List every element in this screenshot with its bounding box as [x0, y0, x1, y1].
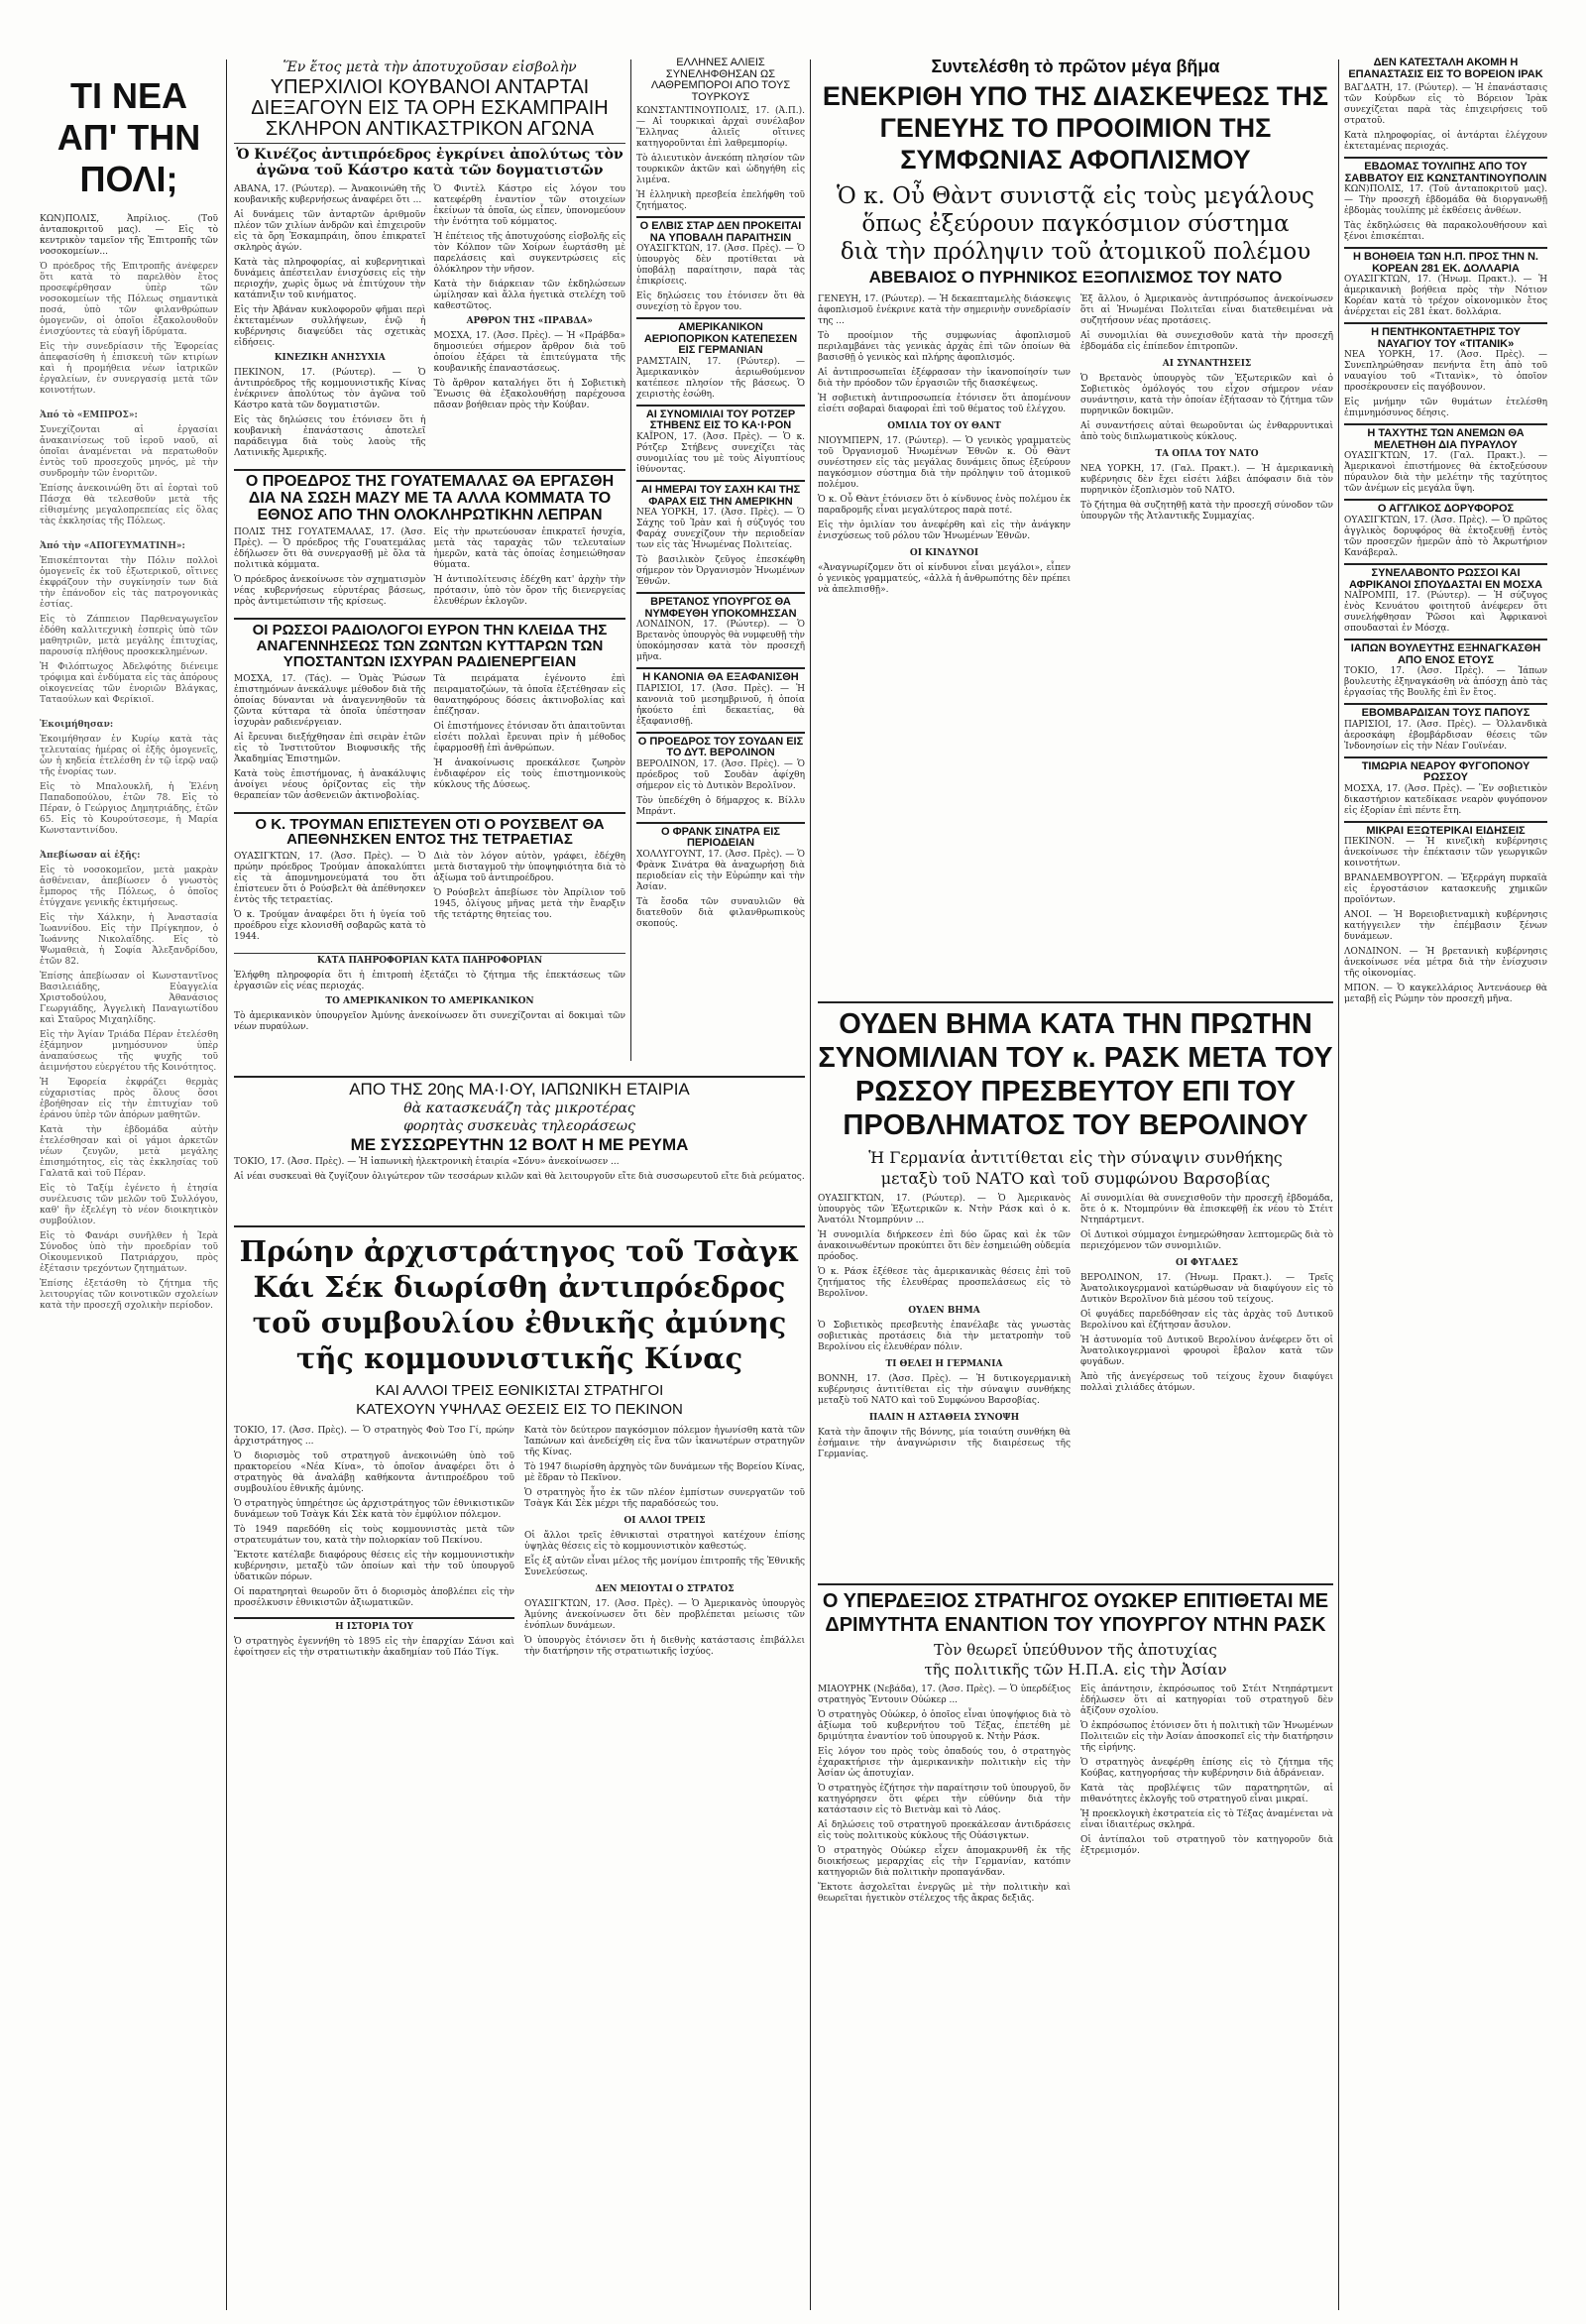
headline-truman: Ο Κ. ΤΡΟΥΜΑΝ ΕΠΙΣΤΕΥΕΝ ΟΤΙ Ο ΡΟΥΣΒΕΛΤ ΘΑ ΑΠΕΘΝΗΣΚΕΝ ΕΝΤΟΣ ΤΗΣ ΤΕΤΡΑΕΤΙΑΣ	[255, 815, 605, 849]
geneva-subhead-3: ΟΙ ΚΙΝΔΥΝΟΙ	[909, 547, 979, 558]
banner-headline: ΤΙ ΝΕΑ ΑΠ' ΤΗΝ ΠΟΛΙ;	[57, 75, 201, 199]
headline-rusk: ΟΥΔΕΝ ΒΗΜΑ ΚΑΤΑ ΤΗΝ ΠΡΩΤΗΝ ΣΥΝΟΜΙΛΙΑΝ ΤΟΥ κ. ΡΑΣΚ ΜΕΤΑ ΤΟΥ ΡΩΣΣΟΥ ΠΡΕΣΒΕΥΤΟΥ ΕΠΙ ΤΟΥ ΠΡΟΒΛΗΜΑΤΟΣ ΤΟΥ ΒΕΡΟΛΙΝΟΥ	[818, 1008, 1333, 1141]
subheadline-cuba: Ὁ Κινέζος ἀντιπρόεδρος ἐγκρίνει ἀπολύτως τὸν ἀγῶνα τοῦ Κάστρο κατὰ τῶν δογματιστῶν	[236, 147, 623, 178]
headline-russian-youth: ΤΙΜΩΡΙΑ ΝΕΑΡΟΥ ΦΥΓΟΠΟΝΟΥ ΡΩΣΣΟΥ	[1344, 756, 1547, 784]
headline-cannon: Η ΚΑΝΟΝΙΑ ΘΑ ΕΞΑΦΑΝΙΣΘΗ	[636, 667, 805, 684]
rusk-sub-2: μεταξὺ τοῦ ΝΑΤΟ καὶ τοῦ συμφώνου Βαρσοβίας	[880, 1169, 1271, 1188]
japan-tv-story: ΑΠΟ ΤΗΣ 20ης ΜΑ·Ι·ΟΥ, ΙΑΠΩΝΙΚΗ ΕΤΑΙΡΙΑ θὰ κατασκευάζη τὰς μικροτέρας φορητὰς συσκευὰς τηλεοράσεως ΜΕ ΣΥΣΣΩΡΕΥΤΗΝ 12 ΒΟΛΤ Η ΜΕ ΡΕΥΜΑ ΤΟΚΙΟ, 17. (Ἀσσ. Πρὲς). — Ἡ ἰαπωνικὴ ἠλεκτρονικὴ ἑταιρία «Σόνυ» ἀνεκοίνωσεν ... Αἱ νέαι συσκευαὶ θὰ ζυγίζουν ὀλιγώτερον τῶν τεσσάρων κιλῶν καὶ θὰ λειτουργοῦν εἴτε διὰ συσσωρευτοῦ εἴτε διὰ ρεύματος.	[234, 1076, 805, 1221]
headline-cuba: ΥΠΕΡΧΙΛΙΟΙ ΚΟΥΒΑΝΟΙ ΑΝΤΑΡΤΑΙ ΔΙΕΞΑΓΟΥΝ ΕΙΣ ΤΑ ΟΡΗ ΕΣΚΑΜΠΡΑΙΗ ΣΚΛΗΡΟΝ ΑΝΤΙΚΑΣΤΡΙΚΟΝ ΑΓΩΝΑ	[251, 76, 609, 140]
side-head: ΔΕΝ ΜΕΙΟΥΤΑΙ Ο ΣΤΡΑΤΟΣ	[595, 1584, 735, 1594]
geneva-subhead-4: ΤΑ ΟΠΛΑ ΤΟΥ ΝΑΤΟ	[1155, 448, 1259, 459]
geneva-sub-2: ὅπως ἐξεύρουν παγκόσμιον σύστημα	[861, 210, 1290, 237]
headline-tsang: Πρώην ἀρχιστράτηγος τοῦ Τσὰγκ Κάι Σέκ διωρίσθη ἀντιπρόεδρος τοῦ συμβουλίου ἐθνικῆς ἀμύνης τῆς κομμουνιστικῆς Κίνας	[239, 1234, 800, 1375]
sub-tsang-1: ΚΑΙ ΑΛΛΟΙ ΤΡΕΙΣ ΕΘΝΙΚΙΣΤΑΙ ΣΤΡΑΤΗΓΟΙ	[375, 1382, 664, 1399]
history-box: Η ΙΣΤΟΡΙΑ ΤΟΥ	[335, 1622, 413, 1632]
headline-geneva: ΕΝΕΚΡΙΘΗ ΥΠΟ ΤΗΣ ΔΙΑΣΚΕΨΕΩΣ ΤΗΣ ΓΕΝΕΥΗΣ ΤΟ ΠΡΟΟΙΜΙΟΝ ΤΗΣ ΣΥΜΦΩΝΙΑΣ ΑΦΟΠΛΙΣΜΟΥ	[822, 80, 1329, 174]
headline-moscow-students: ΣΥΝΕΛΑΒΟΝΤΟ ΡΩΣΣΟΙ ΚΑΙ ΑΦΡΙΚΑΝΟΙ ΣΠΟΥΔΑΣΤΑΙ ΕΝ ΜΟΣΧΑ	[1344, 563, 1547, 591]
headline-winds: Η ΤΑΧΥΤΗΣ ΤΩΝ ΑΝΕΜΩΝ ΘΑ ΜΕΛΕΤΗΘΗ ΔΙΑ ΠΥΡΑΥΛΟΥ	[1344, 423, 1547, 451]
geneva-sub-1: Ὁ κ. Οὖ Θὰντ συνιστᾷ εἰς τοὺς μεγάλους	[837, 182, 1314, 209]
lead-paragraph: ΚΩΝ)ΠΟΛΙΣ, Ἀπρίλιος. (Τοῦ ἀνταποκριτοῦ μας). — Εἰς τὸ κεντρικὸν ταμεῖον τῆς Ἐπιτροπῆς τῶν νοσοκομείων...	[40, 214, 218, 257]
headline-stevens: ΑΙ ΣΥΝΟΜΙΛΙΑΙ ΤΟΥ ΡΟΤΖΕΡ ΣΤΗΒΕΝΣ ΕΙΣ ΤΟ ΚΑ·Ι·ΡΟΝ	[636, 405, 805, 432]
headline-shah: ΑΙ ΗΜΕΡΑΙ ΤΟΥ ΣΑΧΗ ΚΑΙ ΤΗΣ ΦΑΡΑΧ ΕΙΣ ΤΗΝ ΑΜΕΡΙΚΗΝ	[636, 480, 805, 508]
walker-sub-1: Τὸν θεωρεῖ ὑπεύθυνον τῆς ἀποτυχίας	[934, 1641, 1217, 1659]
sub-japan-1: θὰ κατασκευάζη τὰς μικροτέρας	[403, 1100, 635, 1116]
headline-japan-2: ΜΕ ΣΥΣΣΩΡΕΥΤΗΝ 12 ΒΟΛΤ Η ΜΕ ΡΕΥΜΑ	[350, 1134, 689, 1154]
dateline-rusk: ΟΥΑΣΙΓΚΤΩΝ, 17. (Ρώυτερ). — Ὁ Ἀμερικανὸς ὑπουργὸς τῶν Ἐξωτερικῶν κ. Ντὴν Ράσκ καὶ ὁ κ. Ἀνατόλι Ντομπρύνιν ...	[818, 1194, 1071, 1225]
rusk-sub-1: Ἡ Γερμανία ἀντιτίθεται εἰς τὴν σύναψιν συνθήκης	[868, 1148, 1283, 1167]
headline-tulip: ΕΒΔΟΜΑΣ ΤΟΥΛΙΠΗΣ ΑΠΟ ΤΟΥ ΣΑΒΒΑΤΟΥ ΕΙΣ ΚΩΝΣΤΑΝΤΙΝΟΥΠΟΛΙΝ	[1344, 157, 1547, 184]
headline-papuans: ΕΒΟΜΒΑΡΔΙΣΑΝ ΤΟΥΣ ΠΑΠΟΥΣ	[1344, 703, 1547, 720]
sub-tsang-2: ΚΑΤΕΧΟΥΝ ΥΨΗΛΑΣ ΘΕΣΕΙΣ ΕΙΣ ΤΟ ΠΕΚΙΝΟΝ	[356, 1401, 683, 1418]
dateline-tsang: ΤΟΚΙΟ, 17. (Ἀσσ. Πρὲς). — Ὁ στρατηγὸς Φοὺ Τσο Γί, πρώην ἀρχιστράτηγος ...	[234, 1426, 514, 1447]
rusk-subhead-3: ΤΙ ΘΕΛΕΙ Η ΓΕΡΜΑΝΙΑ	[885, 1359, 1003, 1369]
headline-aircraft: ΑΜΕΡΙΚΑΝΙΚΟΝ ΑΕΡΙΟΠΟΡΙΚΟΝ ΚΑΤΕΠΕΣΕΝ ΕΙΣ ΓΕΡΜΑΝΙΑΝ	[636, 317, 805, 357]
side-head: ΑΡΘΡΟΝ ΤΗΣ «ΠΡΑΒΔΑ»	[466, 316, 593, 326]
headline-minister: ΒΡΕΤΑΝΟΣ ΥΠΟΥΡΓΟΣ ΘΑ ΝΥΜΦΕΥΘΗ ΥΠΟΚΟΜΗΣΣΑΝ	[636, 592, 805, 620]
filler-text: Ὁ πρόεδρος τῆς Ἐπιτροπῆς ἀνέφερεν ὅτι κατὰ τὸ παρελθὸν ἔτος προσεφέρθησαν ὑπὲρ τῶν νοσοκομείων τῆς Πόλεως σημαντικὰ ποσά, ὑπὸ τῶν φιλανθρώπων ὁμογενῶν, οἱ ὁποῖοι ἐξακολουθοῦν ἐνισχύοντες τὰ εὐαγῆ ἱδρύματα. Εἰς τὴν συνεδρίασιν τῆς Ἐφορείας ἀπεφασίσθη ἡ ἐπισκευὴ τῶν κτιρίων καὶ ἡ προμήθεια νέων ἰατρικῶν ἐργαλείων, ἐν συνεργασίᾳ μετὰ τῶν κοινοτήτων. Ἀπό τὸ «ΕΜΠΡΟΣ»: Συνεχίζονται αἱ ἐργασίαι ἀνακαινίσεως τοῦ ἱεροῦ ναοῦ, αἱ ὁποῖαι ἀναμένεται νὰ περατωθοῦν ἐντὸς τοῦ προσεχοῦς μηνός, μὲ τὴν συνδρομὴν τῶν ἐνοριτῶν. Ἐπίσης ἀνεκοινώθη ὅτι αἱ ἑορταὶ τοῦ Πάσχα θὰ τελεσθοῦν μετὰ τῆς εἰθισμένης μεγαλοπρεπείας εἰς ὅλας τὰς ἐκκλησίας τῆς Πόλεως. Ἀπό τὴν «ΑΠΟΓΕΥΜΑΤΙΝΗ»: Ἐπισκέπτονται τὴν Πόλιν πολλοὶ ὁμογενεῖς ἐκ τοῦ ἐξωτερικοῦ, οἵτινες ἐκφράζουν τὴν συγκίνησίν των διὰ τὴν ἐπάνοδον εἰς τὰς πατρογονικὰς ἑστίας. Εἰς τὸ Ζάππειον Παρθεναγωγεῖον ἐδόθη καλλιτεχνικὴ ἑσπερὶς ὑπὸ τῶν μαθητριῶν, μετὰ μεγάλης ἐπιτυχίας, παρουσίᾳ πλήθους προσκεκλημένων. Ἡ Φιλόπτωχος Ἀδελφότης διένειμε τρόφιμα καὶ ἐνδύματα εἰς τὰς ἀπόρους οἰκογενείας τῶν ἐνοριῶν Βλάγκας, Ταταούλων καὶ Φερίκιοϊ. Ἐκοιμήθησαν: Ἐκοιμήθησαν ἐν Κυρίῳ κατὰ τὰς τελευταίας ἡμέρας οἱ ἑξῆς ὁμογενεῖς, ὧν ἡ κηδεία ἐτελέσθη ἐν τῷ ἱερῷ ναῷ τῆς ἐνορίας των. Εἰς τὸ Μπαλουκλῆ, ἡ Ἐλένη Παπαδοπούλου, ἐτῶν 78. Εἰς τὸ Πέραν, ὁ Γεώργιος Δημητριάδης, ἐτῶν 65. Εἰς τὸ Κουρούτσεσμε, ἡ Μαρία Κωνσταντινίδου. Ἀπεβίωσαν αἱ ἑξῆς: Εἰς τὸ νοσοκομεῖον, μετὰ μακρὰν ἀσθένειαν, ἀπεβίωσεν ὁ γνωστὸς ἔμπορος τῆς Πόλεως, ὁ ὁποῖος ἐτύγχανε γενικῆς ἐκτιμήσεως. Εἰς τὴν Χάλκην, ἡ Ἀναστασία Ἰωαννίδου. Εἰς τὴν Πρίγκηπον, ὁ Ἰωάννης Νικολαΐδης. Εἰς τὸ Ψωμαθειὰ, ἡ Σοφία Ἀλεξανδρίδου, ἐτῶν 82. Ἐπίσης ἀπεβίωσαν οἱ Κωνσταντῖνος Βασιλειάδης, Εὐαγγελία Χριστοδούλου, Ἀθανάσιος Γεωργιάδης, Ἀγγελικὴ Παναγιωτίδου καὶ Σταῦρος Μιχαηλίδης. Εἰς τὴν Ἁγίαν Τριάδα Πέραν ἐτελέσθη ἑξάμηνον μνημόσυνον ὑπὲρ ἀναπαύσεως τῆς ψυχῆς τοῦ ἀειμνήστου εὐεργέτου τῆς Κοινότητος. Ἡ Ἐφορεία ἐκφράζει θερμὰς εὐχαριστίας πρὸς ὅλους ὅσοι ἐβοήθησαν εἰς τὴν ἐπιτυχίαν τοῦ ἐράνου ὑπὲρ τῶν ἀπόρων μαθητῶν. Κατὰ τὴν ἐβδομάδα αὐτὴν ἐτελέσθησαν καὶ οἱ γάμοι ἀρκετῶν νέων ζευγῶν, μετὰ μεγάλης ἐπισημότητος, εἰς τὰς ἐκκλησίας τοῦ Γαλατᾶ καὶ τοῦ Πέραν. Εἰς τὸ Ταξίμ ἐγένετο ἡ ἐτησία συνέλευσις τῶν μελῶν τοῦ Συλλόγου, καθ' ἣν ἐξελέγη τὸ νέον διοικητικὸν συμβούλιον. Εἰς τὸ Φανάρι συνῆλθεν ἡ Ἱερὰ Σύνοδος ὑπὸ τὴν προεδρίαν τοῦ Οἰκουμενικοῦ Πατριάρχου, πρὸς ἐξέτασιν τρεχόντων ζητημάτων. Ἐπίσης ἐξετάσθη τὸ ζήτημα τῆς λειτουργίας τῶν κοινοτικῶν σχολείων κατὰ τὴν προσεχῆ σχολικὴν περίοδον.	[40, 262, 218, 1311]
headline-korea: Η ΒΟΗΘΕΙΑ ΤΩΝ Η.Π. ΠΡΟΣ ΤΗΝ Ν. ΚΟΡΕΑΝ 281 ΕΚ. ΔΟΛΛΑΡΙΑ	[1344, 247, 1547, 275]
geneva-kicker: Συντελέσθη τὸ πρῶτον μέγα βῆμα	[931, 58, 1220, 76]
section-label: Ἀπό τὸ «ΕΜΠΡΟΣ»:	[40, 410, 138, 420]
side-head: ΟΙ ΑΛΛΟΙ ΤΡΕΙΣ	[623, 1516, 706, 1526]
kicker: Ἕν ἔτος μετὰ τὴν ἀποτυχοῦσαν εἰσβολὴν	[283, 59, 577, 75]
section-label: Ἀπεβίωσαν αἱ ἑξῆς:	[40, 851, 141, 861]
headline-iraq: ΔΕΝ ΚΑΤΕΣΤΑΛΗ ΑΚΟΜΗ Η ΕΠΑΝΑΣΤΑΣΙΣ ΕΙΣ ΤΟ ΒΟΡΕΙΟΝ ΙΡΑΚ	[1348, 58, 1543, 80]
column-briefs: ΕΛΛΗΝΕΣ ΑΛΙΕΙΣ ΣΥΝΕΛΗΦΘΗΣΑΝ ΩΣ ΛΑΘΡΕΜΠΟΡΟΙ ΑΠΟ ΤΟΥΣ ΤΟΥΡΚΟΥΣ ΚΩΝΣΤΑΝΤΙΝΟΥΠΟΛΙΣ, 17. (Ἀ.Π.). — Αἱ τουρκικαὶ ἀρχαὶ συνέλαβον Ἕλληνας ἁλιεῖς οἵτινες κατηγοροῦνται ἐπὶ λαθρεμπορίῳ. Τὸ ἁλιευτικὸν ἀνεκόπη πλησίον τῶν τουρκικῶν ἀκτῶν καὶ ὡδηγήθη εἰς λιμένα. Ἡ ἑλληνικὴ πρεσβεία ἐπελήφθη τοῦ ζητήματος. Ο ΕΛΒΙΣ ΣΤΑΡ ΔΕΝ ΠΡΟΚΕΙΤΑΙ ΝΑ ΥΠΟΒΑΛΗ ΠΑΡΑΙΤΗΣΙΝ ΟΥΑΣΙΓΚΤΩΝ, 17. (Ἀσσ. Πρὲς). — Ὁ ὑπουργὸς δὲν προτίθεται νὰ ὑποβάλῃ παραίτησιν, παρὰ τὰς ἐπικρίσεις. Εἰς δηλώσεις του ἐτόνισεν ὅτι θὰ συνεχίσῃ τὸ ἔργον του. ΑΜΕΡΙΚΑΝΙΚΟΝ ΑΕΡΙΟΠΟΡΙΚΟΝ ΚΑΤΕΠΕΣΕΝ ΕΙΣ ΓΕΡΜΑΝΙΑΝ ΡΑΜΣΤΑΙΝ, 17. (Ρώυτερ). — Ἀμερικανικὸν ἀεριωθούμενον κατέπεσε πλησίον τῆς βάσεως. Ὁ χειριστὴς ἐσώθη. ΑΙ ΣΥΝΟΜΙΛΙΑΙ ΤΟΥ ΡΟΤΖΕΡ ΣΤΗΒΕΝΣ ΕΙΣ ΤΟ ΚΑ·Ι·ΡΟΝ ΚΑΪΡΟΝ, 17. (Ἀσσ. Πρὲς). — Ὁ κ. Ρότζερ Στήβενς συνεχίζει τὰς συνομιλίας του μὲ τοὺς Αἰγυπτίους ἰθύνοντας. ΑΙ ΗΜΕΡΑΙ ΤΟΥ ΣΑΧΗ ΚΑΙ ΤΗΣ ΦΑΡΑΧ ΕΙΣ ΤΗΝ ΑΜΕΡΙΚΗΝ ΝΕΑ ΥΟΡΚΗ, 17. (Ἀσσ. Πρὲς). — Ὁ Σάχης τοῦ Ἰρὰν καὶ ἡ σύζυγός του Φαράχ συνεχίζουν τὴν περιοδείαν των εἰς τὰς Ἡνωμένας Πολιτείας. Τὸ βασιλικὸν ζεῦγος ἐπεσκέφθη σήμερον τὸν Ὀργανισμὸν Ἡνωμένων Ἐθνῶν. ΒΡΕΤΑΝΟΣ ΥΠΟΥΡΓΟΣ ΘΑ ΝΥΜΦΕΥΘΗ ΥΠΟΚΟΜΗΣΣΑΝ ΛΟΝΔΙΝΟΝ, 17. (Ρώυτερ). — Ὁ Βρετανὸς ὑπουργὸς θὰ νυμφευθῇ τὴν ὑποκόμησσαν κατὰ τὸν προσεχῆ μῆνα. Η ΚΑΝΟΝΙΑ ΘΑ ΕΞΑΦΑΝΙΣΘΗ ΠΑΡΙΣΙΟΙ, 17. (Ἀσσ. Πρὲς). — Ἡ κανονιὰ τοῦ μεσημβρινοῦ, ἡ ὁποία ἠκούετο ἐπὶ δεκαετίας, θὰ ἐξαφανισθῇ. Ο ΠΡΟΕΔΡΟΣ ΤΟΥ ΣΟΥΔΑΝ ΕΙΣ ΤΟ ΔΥΤ. ΒΕΡΟΛΙΝΟΝ ΒΕΡΟΛΙΝΟΝ, 17. (Ἀσσ. Πρὲς). — Ὁ πρόεδρος τοῦ Σουδὰν ἀφίχθη σήμερον εἰς τὸ Δυτικὸν Βερολῖνον. Τὸν ὑπεδέχθη ὁ δήμαρχος κ. Βίλλυ Μπράντ. Ο ΦΡΑΝΚ ΣΙΝΑΤΡΑ ΕΙΣ ΠΕΡΙΟΔΕΙΑΝ ΧΟΛΛΥΓΟΥΝΤ, 17. (Ἀσσ. Πρὲς). — Ὁ Φρὰνκ Σινάτρα θὰ ἀναχωρήσῃ διὰ περιοδείαν εἰς τὴν Εὐρώπην καὶ τὴν Ἀσίαν. Τὰ ἔσοδα τῶν συναυλιῶν θὰ διατεθοῦν διὰ φιλανθρωπικοὺς σκοπούς.	[636, 58, 805, 929]
headline-walker: Ο ΥΠΕΡΔΕΞΙΟΣ ΣΤΡΑΤΗΓΟΣ ΟΥΩΚΕΡ ΕΠΙΤΙΘΕΤΑΙ ΜΕ ΔΡΙΜΥΤΗΤΑ ΕΝΑΝΤΙΟΝ ΤΟΥ ΥΠΟΥΡΓΟΥ ΝΤΗΝ ΡΑΣΚ	[822, 1590, 1329, 1636]
dateline: ΑΒΑΝΑ, 17. (Ρώυτερ). — Ἀνακοινώθη τῆς κουβανικῆς κυβερνήσεως ἀναφέρει ὅτι ...	[234, 184, 426, 205]
geneva-story: Συντελέσθη τὸ πρῶτον μέγα βῆμα ΕΝΕΚΡΙΘΗ ΥΠΟ ΤΗΣ ΔΙΑΣΚΕΨΕΩΣ ΤΗΣ ΓΕΝΕΥΗΣ ΤΟ ΠΡΟΟΙΜΙΟΝ ΤΗΣ ΣΥΜΦΩΝΙΑΣ ΑΦΟΠΛΙΣΜΟΥ Ὁ κ. Οὖ Θὰντ συνιστᾷ εἰς τοὺς μεγάλους ὅπως ἐξεύρουν παγκόσμιον σύστημα διὰ τὴν πρόληψιν τοῦ ἀτομικοῦ πολέμου ΑΒΕΒΑΙΟΣ Ο ΠΥΡΗΝΙΚΟΣ ΕΞΟΠΛΙΣΜΟΣ ΤΟΥ ΝΑΤΟ ΓΕΝΕΥΗ, 17. (Ρώυτερ). — Ἡ δεκαεπταμελὴς διάσκεψις ἀφοπλισμοῦ ἐνέκρινε κατὰ τὴν σημερινὴν συνεδρίασίν της ... Τὸ προοίμιον τῆς συμφωνίας ἀφοπλισμοῦ περιλαμβάνει τὰς γενικὰς ἀρχὰς ἐπὶ τῶν ὁποίων θὰ βασισθῇ ὁ γενικὸς καὶ πλήρης ἀφοπλισμός. Αἱ ἀντιπροσωπεῖαι ἐξέφρασαν τὴν ἱκανοποίησίν των διὰ τὴν πρόοδον τῶν ἐργασιῶν τῆς διασκέψεως. Ἡ σοβιετικὴ ἀντιπροσωπεία ἐτόνισεν ὅτι ἀπομένουν εἰσέτι σοβαραὶ διαφοραὶ ἐπὶ τοῦ θέματος τοῦ ἐλέγχου. ΟΜΙΛΙΑ ΤΟΥ ΟΥ ΘΑΝΤ ΝΙΟΥΜΠΕΡΝ, 17. (Ρώυτερ). — Ὁ γενικὸς γραμματεὺς τοῦ Ὀργανισμοῦ Ἡνωμένων Ἐθνῶν κ. Οὖ Θὰντ συνέστησεν εἰς τὰς μεγάλας δυνάμεις ὅπως ἐξεύρουν παγκόσμιον σύστημα διὰ τὴν πρόληψιν τοῦ ἀτομικοῦ πολέμου. Ὁ κ. Οὖ Θὰντ ἐτόνισεν ὅτι ὁ κίνδυνος ἑνὸς πολέμου ἐκ παραδρομῆς εἶναι μεγαλύτερος παρὰ ποτέ. Εἰς τὴν ὁμιλίαν του ἀνεφέρθη καὶ εἰς τὴν ἀνάγκην ἐνισχύσεως τοῦ ρόλου τῶν Ἡνωμένων Ἐθνῶν. ΟΙ ΚΙΝΔΥΝΟΙ «Ἀναγνωρίζομεν ὅτι οἱ κίνδυνοι εἶναι μεγάλοι», εἶπεν ὁ γενικὸς γραμματεύς, «ἀλλὰ ἡ ἀνθρωπότης δὲν πρέπει νὰ ἀπελπισθῇ». Ἐξ ἄλλου, ὁ Ἀμερικανὸς ἀντιπρόσωπος ἀνεκοίνωσεν ὅτι αἱ Ἡνωμέναι Πολιτεῖαι εἶναι διατεθειμέναι νὰ συζητήσουν νέας προτάσεις. Αἱ συνομιλίαι θὰ συνεχισθοῦν κατὰ τὴν προσεχῆ ἑβδομάδα εἰς ἐπίπεδον ἐπιτροπῶν. ΑΙ ΣΥΝΑΝΤΗΣΕΙΣ Ὁ Βρετανὸς ὑπουργὸς τῶν Ἐξωτερικῶν καὶ ὁ Σοβιετικὸς ὁμόλογός του εἶχον σήμερον νέαν συνάντησιν, κατὰ τὴν ὁποίαν ἐξήτασαν τὸ ζήτημα τῶν πυρηνικῶν δοκιμῶν. Αἱ συναντήσεις αὐταὶ θεωροῦνται ὡς ἐνθαρρυντικαὶ ἀπὸ τοὺς διπλωματικοὺς κύκλους. ΤΑ ΟΠΛΑ ΤΟΥ ΝΑΤΟ ΝΕΑ ΥΟΡΚΗ, 17. (Γαλ. Πρακτ.). — Ἡ ἀμερικανικὴ κυβέρνησις δὲν ἔχει εἰσέτι λάβει ἀπόφασιν διὰ τὸν πυρηνικὸν ἐξοπλισμὸν τοῦ ΝΑΤΟ. Τὸ ζήτημα θὰ συζητηθῇ κατὰ τὴν προσεχῆ σύνοδον τῶν ὑπουργῶν τῆς Ἀτλαντικῆς Συμμαχίας.	[818, 58, 1333, 595]
dateline-geneva: ΓΕΝΕΥΗ, 17. (Ρώυτερ). — Ἡ δεκαεπταμελὴς διάσκεψις ἀφοπλισμοῦ ἐνέκρινε κατὰ τὴν σημερινὴν συνεδρίασίν της ...	[818, 293, 1071, 326]
geneva-sub-3: διὰ τὴν πρόληψιν τοῦ ἀτομικοῦ πολέμου	[840, 238, 1311, 265]
rusk-subhead-2: ΟΙ ΦΥΓΑΔΕΣ	[1175, 1258, 1239, 1268]
column-cuba: Ἕν ἔτος μετὰ τὴν ἀποτυχοῦσαν εἰσβολὴν ΥΠΕΡΧΙΛΙΟΙ ΚΟΥΒΑΝΟΙ ΑΝΤΑΡΤΑΙ ΔΙΕΞΑΓΟΥΝ ΕΙΣ ΤΑ ΟΡΗ ΕΣΚΑΜΠΡΑΙΗ ΣΚΛΗΡΟΝ ΑΝΤΙΚΑΣΤΡΙΚΟΝ ΑΓΩΝΑ Ὁ Κινέζος ἀντιπρόεδρος ἐγκρίνει ἀπολύτως τὸν ἀγῶνα τοῦ Κάστρο κατὰ τῶν δογματιστῶν ΑΒΑΝΑ, 17. (Ρώυτερ). — Ἀνακοινώθη τῆς κουβανικῆς κυβερνήσεως ἀναφέρει ὅτι ... Αἱ δυνάμεις τῶν ἀνταρτῶν ἀριθμοῦν πλέον τῶν χιλίων ἀνδρῶν καὶ ἐπιχειροῦν εἰς τὰ ὄρη Ἐσκαμπράιη, ὅπου ἐπικρατεῖ σκληρὸς ἀγών. Κατὰ τὰς πληροφορίας, αἱ κυβερνητικαὶ δυνάμεις ἀπέστειλαν ἐνισχύσεις εἰς τὴν περιοχήν, χωρὶς ὅμως νὰ ἐπιτύχουν τὴν κατάπνιξιν τοῦ κινήματος. Εἰς τὴν Ἀβάναν κυκλοφοροῦν φῆμαι περὶ ἐκτεταμένων συλλήψεων, ἐνῷ ἡ κυβέρνησις διαψεύδει τὰς σχετικὰς εἰδήσεις. ΚΙΝΕΖΙΚΗ ΑΝΗΣΥΧΙΑ ΠΕΚΙΝΟΝ, 17. (Ρώυτερ). — Ὁ ἀντιπρόεδρος τῆς κομμουνιστικῆς Κίνας ἐνέκρινεν ἀπολύτως τὸν ἀγῶνα τοῦ Κάστρο κατὰ τῶν δογματιστῶν. Εἰς τὰς δηλώσεις του ἐτόνισεν ὅτι ἡ κουβανικὴ ἐπανάστασις ἀποτελεῖ παράδειγμα διὰ τοὺς λαοὺς τῆς Λατινικῆς Ἀμερικῆς. Ὁ Φιντὲλ Κάστρο εἰς λόγον του κατεφέρθη ἐναντίον τῶν στοιχείων ἐκείνων τὰ ὁποῖα, ὡς εἶπεν, ὑπονομεύουν τὴν ἑνότητα τοῦ κόμματος. Ἡ ἐπέτειος τῆς ἀποτυχούσης εἰσβολῆς εἰς τὸν Κόλπον τῶν Χοίρων ἑωρτάσθη μὲ παρελάσεις καὶ συγκεντρώσεις εἰς ὁλόκληρον τὴν νῆσον. Κατὰ τὴν διάρκειαν τῶν ἐκδηλώσεων ὡμίλησαν καὶ ἄλλα ἡγετικὰ στελέχη τοῦ καθεστῶτος. ΑΡΘΡΟΝ ΤΗΣ «ΠΡΑΒΔΑ» ΜΟΣΧΑ, 17. (Ἀσσ. Πρὲς). — Ἡ «Πράβδα» δημοσιεύει σήμερον ἄρθρον διὰ τοῦ ὁποίου ἐξάρει τὰ ἐπιτεύγματα τῆς κουβανικῆς ἐπαναστάσεως. Τὸ ἄρθρον καταλήγει ὅτι ἡ Σοβιετικὴ Ἕνωσις θὰ ἐξακολουθήσῃ παρέχουσα πᾶσαν βοήθειαν πρὸς τὴν Κούβαν. Ο ΠΡΟΕΔΡΟΣ ΤΗΣ ΓΟΥΑΤΕΜΑΛΑΣ ΘΑ ΕΡΓΑΣΘΗ ΔΙΑ ΝΑ ΣΩΣΗ ΜΑΖΥ ΜΕ ΤΑ ΑΛΛΑ ΚΟΜΜΑΤΑ ΤΟ ΕΘΝΟΣ ΑΠΟ ΤΗΝ ΟΛΟΚΛΗΡΩΤΙΚΗΝ ΛΕΠΡΑΝ ΠΟΛΙΣ ΤΗΣ ΓΟΥΑΤΕΜΑΛΑΣ, 17. (Ἀσσ. Πρὲς). — Ὁ πρόεδρος τῆς Γουατεμάλας ἐδήλωσεν ὅτι θὰ συνεργασθῇ μὲ ὅλα τὰ πολιτικὰ κόμματα. Ὁ πρόεδρος ἀνεκοίνωσε τὸν σχηματισμὸν νέας κυβερνήσεως εὐρυτέρας βάσεως, πρὸς ἀντιμετώπισιν τῆς κρίσεως. Εἰς τὴν πρωτεύουσαν ἐπικρατεῖ ἡσυχία, μετὰ τὰς ταραχὰς τῶν τελευταίων ἡμερῶν, κατὰ τὰς ὁποίας ἐσημειώθησαν θύματα. Ἡ ἀντιπολίτευσις ἐδέχθη κατ' ἀρχὴν τὴν πρότασιν, ὑπὸ τὸν ὅρον τῆς διενεργείας ἐλευθέρων ἐκλογῶν. ΟΙ ΡΩΣΣΟΙ ΡΑΔΙΟΛΟΓΟΙ ΕΥΡΟΝ ΤΗΝ ΚΛΕΙΔΑ ΤΗΣ ΑΝΑΓΕΝΝΗΣΕΩΣ ΤΩΝ ΖΩΝΤΩΝ ΚΥΤΤΑΡΩΝ ΤΩΝ ΥΠΟΣΤΑΝΤΩΝ ΙΣΧΥΡΑΝ ΡΑΔΙΕΝΕΡΓΕΙΑΝ ΜΟΣΧΑ, 17. (Τάς). — Ὁμὰς Ῥώσων ἐπιστημόνων ἀνεκάλυψε μέθοδον διὰ τῆς ὁποίας δύνανται νὰ ἀναγεννηθοῦν τὰ ζῶντα κύτταρα τὰ ὁποῖα ὑπέστησαν ἰσχυρὰν ραδιενέργειαν. Αἱ ἔρευναι διεξήχθησαν ἐπὶ σειρὰν ἐτῶν εἰς τὸ Ἰνστιτοῦτον Βιοφυσικῆς τῆς Ἀκαδημίας Ἐπιστημῶν. Κατὰ τοὺς ἐπιστήμονας, ἡ ἀνακάλυψις ἀνοίγει νέους ὁρίζοντας εἰς τὴν θεραπείαν τῶν ἀσθενειῶν ἀκτινοβολίας. Τὰ πειράματα ἐγένοντο ἐπὶ πειραματοζώων, τὰ ὁποῖα ἐξετέθησαν εἰς θανατηφόρους δόσεις ἀκτινοβολίας καὶ ἐπέζησαν. Οἱ ἐπιστήμονες ἐτόνισαν ὅτι ἀπαιτοῦνται εἰσέτι πολλαὶ ἔρευναι πρὶν ἡ μέθοδος ἐφαρμοσθῇ ἐπὶ ἀνθρώπων. Ἡ ἀνακοίνωσις προεκάλεσε ζωηρὸν ἐνδιαφέρον εἰς τοὺς ἐπιστημονικοὺς κύκλους τῆς Δύσεως. Ο Κ. ΤΡΟΥΜΑΝ ΕΠΙΣΤΕΥΕΝ ΟΤΙ Ο ΡΟΥΣΒΕΛΤ ΘΑ ΑΠΕΘΝΗΣΚΕΝ ΕΝΤΟΣ ΤΗΣ ΤΕΤΡΑΕΤΙΑΣ ΟΥΑΣΙΓΚΤΩΝ, 17. (Ἀσσ. Πρὲς). — Ὁ πρώην πρόεδρος Τρούμαν ἀποκαλύπτει εἰς τὰ ἀπομνημονεύματά του ὅτι ἐπίστευεν ὅτι ὁ Ρούσβελτ θὰ ἀπέθνησκεν ἐντὸς τῆς τετραετίας. Ὁ κ. Τρούμαν ἀναφέρει ὅτι ἡ ὑγεία τοῦ προέδρου εἶχε κλονισθῆ σοβαρῶς κατὰ τὸ 1944. Διὰ τὸν λόγον αὐτὸν, γράφει, ἐδέχθη μετὰ δισταγμοῦ τὴν ὑποψηφιότητα διὰ τὸ ἀξίωμα τοῦ ἀντιπροέδρου. Ὁ Ρούσβελτ ἀπεβίωσε τὸν Ἀπρίλιον τοῦ 1945, ὀλίγους μῆνας μετὰ τὴν ἔναρξιν τῆς τετάρτης θητείας του. ΚΑΤΑ ΠΑΗΡΟΦΟΡΙΑΝ ΚΑΤΑ ΠΑΗΡΟΦΟΡΙΑΝ Ἐλήφθη πληροφορία ὅτι ἡ ἐπιτροπὴ ἐξετάζει τὸ ζήτημα τῆς ἐπεκτάσεως τῶν ἐργασιῶν εἰς νέας περιοχάς. ΤΟ ΑΜΕΡΙΚΑΝΙΚΟΝ ΤΟ ΑΜΕΡΙΚΑΝΙΚΟΝ Τὸ ἀμερικανικὸν ὑπουργεῖον Ἀμύνης ἀνεκοίνωσεν ὅτι συνεχίζονται αἱ δοκιμαὶ τῶν νέων πυραύλων.	[234, 59, 625, 1033]
geneva-sub-4: ΑΒΕΒΑΙΟΣ Ο ΠΥΡΗΝΙΚΟΣ ΕΞΟΠΛΙΣΜΟΣ ΤΟΥ ΝΑΤΟ	[868, 267, 1283, 287]
headline-fishermen: ΕΛΛΗΝΕΣ ΑΛΙΕΙΣ ΣΥΝΕΛΗΦΘΗΣΑΝ ΩΣ ΛΑΘΡΕΜΠΟΡΟΙ ΑΠΟ ΤΟΥΣ ΤΟΥΡΚΟΥΣ	[650, 58, 791, 103]
tsang-story: Πρώην ἀρχιστράτηγος τοῦ Τσὰγκ Κάι Σέκ διωρίσθη ἀντιπρόεδρος τοῦ συμβουλίου ἐθνικῆς ἀμύνης τῆς κομμουνιστικῆς Κίνας ΚΑΙ ΑΛΛΟΙ ΤΡΕΙΣ ΕΘΝΙΚΙΣΤΑΙ ΣΤΡΑΤΗΓΟΙ ΚΑΤΕΧΟΥΝ ΥΨΗΛΑΣ ΘΕΣΕΙΣ ΕΙΣ ΤΟ ΠΕΚΙΝΟΝ ΤΟΚΙΟ, 17. (Ἀσσ. Πρὲς). — Ὁ στρατηγὸς Φοὺ Τσο Γί, πρώην ἀρχιστράτηγος ... Ὁ διορισμὸς τοῦ στρατηγοῦ ἀνεκοινώθη ὑπὸ τοῦ πρακτορείου «Νέα Κίνα», τὸ ὁποῖον ἀναφέρει ὅτι ὁ στρατηγὸς θὰ ἀναλάβῃ καθήκοντα ἀντιπροέδρου τοῦ συμβουλίου ἐθνικῆς ἀμύνης. Ὁ στρατηγὸς ὑπηρέτησε ὡς ἀρχιστράτηγος τῶν ἐθνικιστικῶν δυνάμεων τοῦ Τσὰγκ Κάι Σὲκ κατὰ τὸν ἐμφύλιον πόλεμον. Τὸ 1949 παρεδόθη εἰς τοὺς κομμουνιστὰς μετὰ τῶν στρατευμάτων του, κατὰ τὴν πολιορκίαν τοῦ Πεκίνου. Ἔκτοτε κατέλαβε διαφόρους θέσεις εἰς τὴν κομμουνιστικὴν κυβέρνησιν, μεταξὺ τῶν ὁποίων καὶ τὴν τοῦ ὑπουργοῦ ὑδατικῶν πόρων. Οἱ παρατηρηταὶ θεωροῦν ὅτι ὁ διορισμὸς ἀποβλέπει εἰς τὴν προσέλκυσιν ἐθνικιστῶν ἀξιωματικῶν. Η ΙΣΤΟΡΙΑ ΤΟΥ Ὁ στρατηγὸς ἐγεννήθη τὸ 1895 εἰς τὴν ἐπαρχίαν Σάνσι καὶ ἐφοίτησεν εἰς τὴν στρατιωτικὴν ἀκαδημίαν τοῦ Πάο Τίγκ. Κατὰ τὸν δεύτερον παγκόσμιον πόλεμον ἠγωνίσθη κατὰ τῶν Ἰαπώνων καὶ ἀνεδείχθη εἰς ἕνα τῶν ἱκανωτέρων στρατηγῶν τῆς Κίνας. Τὸ 1947 διωρίσθη ἀρχηγὸς τῶν δυνάμεων τῆς Βορείου Κίνας, μὲ ἕδραν τὸ Πεκῖνον. Ὁ στρατηγὸς ἦτο ἐκ τῶν πλέον ἐμπίστων συνεργατῶν τοῦ Τσὰγκ Κάι Σὲκ μέχρι τῆς παραδόσεώς του. ΟΙ ΑΛΛΟΙ ΤΡΕΙΣ Οἱ ἄλλοι τρεῖς ἐθνικισταὶ στρατηγοὶ κατέχουν ἐπίσης ὑψηλὰς θέσεις εἰς τὸ κομμουνιστικὸν καθεστώς. Εἷς ἐξ αὐτῶν εἶναι μέλος τῆς μονίμου ἐπιτροπῆς τῆς Ἐθνικῆς Συνελεύσεως. ΔΕΝ ΜΕΙΟΥΤΑΙ Ο ΣΤΡΑΤΟΣ ΟΥΑΣΙΓΚΤΩΝ, 17. (Ἀσσ. Πρὲς). — Ὁ Ἀμερικανὸς ὑπουργὸς Ἀμύνης ἀνεκοίνωσεν ὅτι δὲν προβλέπεται μείωσις τῶν ἐνόπλων δυνάμεων. Ὁ ὑπουργὸς ἐτόνισεν ὅτι ἡ διεθνὴς κατάστασις ἐπιβάλλει τὴν διατήρησιν τῆς στρατιωτικῆς ἰσχύος.	[234, 1225, 805, 2308]
column-polis	[40, 67, 218, 2308]
strip-1: ΚΑΤΑ ΠΑΗΡΟΦΟΡΙΑΝ ΚΑΤΑ ΠΑΗΡΟΦΟΡΙΑΝ	[316, 956, 543, 967]
walker-story: Ο ΥΠΕΡΔΕΞΙΟΣ ΣΤΡΑΤΗΓΟΣ ΟΥΩΚΕΡ ΕΠΙΤΙΘΕΤΑΙ ΜΕ ΔΡΙΜΥΤΗΤΑ ΕΝΑΝΤΙΟΝ ΤΟΥ ΥΠΟΥΡΓΟΥ ΝΤΗΝ ΡΑΣΚ Τὸν θεωρεῖ ὑπεύθυνον τῆς ἀποτυχίας τῆς πολιτικῆς τῶν Η.Π.Α. εἰς τὴν Ἀσίαν ΜΙΑΟΥΡΗΚ (Νεβάδα), 17. (Ἀσσ. Πρὲς). — Ὁ ὑπερδέξιος στρατηγὸς Ἔντουιν Οὐώκερ ... Ὁ στρατηγὸς Οὐώκερ, ὁ ὁποῖος εἶναι ὑποψήφιος διὰ τὸ ἀξίωμα τοῦ κυβερνήτου τοῦ Τέξας, ἐπετέθη μὲ δριμύτητα ἐναντίον τοῦ ὑπουργοῦ κ. Ντὴν Ράσκ. Εἰς λόγον του πρὸς τοὺς ὀπαδούς του, ὁ στρατηγὸς ἐχαρακτήρισε τὴν ἀμερικανικὴν πολιτικὴν εἰς τὴν Ἀσίαν ὡς ἀποτυχίαν. Ὁ στρατηγὸς ἐζήτησε τὴν παραίτησιν τοῦ ὑπουργοῦ, ὅν κατηγόρησεν ὅτι φέρει τὴν εὐθύνην διὰ τὴν κατάστασιν εἰς τὸ Βιετνὰμ καὶ τὸ Λάος. Αἱ δηλώσεις τοῦ στρατηγοῦ προεκάλεσαν ἀντιδράσεις εἰς τοὺς πολιτικοὺς κύκλους τῆς Οὐάσιγκτων. Ὁ στρατηγὸς Οὐώκερ εἶχεν ἀπομακρυνθῆ ἐκ τῆς διοικήσεως μεραρχίας εἰς τὴν Γερμανίαν, κατόπιν κατηγοριῶν διὰ πολιτικὴν προπαγάνδαν. Ἔκτοτε ἀσχολεῖται ἐνεργῶς μὲ τὴν πολιτικὴν καὶ θεωρεῖται ἡγετικὸν στέλεχος τῆς ἄκρας δεξιᾶς. Εἰς ἀπάντησιν, ἐκπρόσωπος τοῦ Στέιτ Ντηπάρτμεντ ἐδήλωσεν ὅτι αἱ κατηγορίαι τοῦ στρατηγοῦ δὲν ἀξίζουν σχολίου. Ὁ ἐκπρόσωπος ἐτόνισεν ὅτι ἡ πολιτικὴ τῶν Ἡνωμένων Πολιτειῶν εἰς τὴν Ἀσίαν ἀποσκοπεῖ εἰς τὴν διατήρησιν τῆς εἰρήνης. Ὁ στρατηγὸς ἀνεφέρθη ἐπίσης εἰς τὸ ζήτημα τῆς Κούβας, κατηγορήσας τὴν κυβέρνησιν διὰ ἀδράνειαν. Κατὰ τὰς προβλέψεις τῶν παρατηρητῶν, αἱ πιθανότητες ἐκλογῆς τοῦ στρατηγοῦ εἶναι μικραί. Ἡ προεκλογικὴ ἐκστρατεία εἰς τὸ Τέξας ἀναμένεται νὰ εἶναι ἰδιαιτέρως σκληρά. Οἱ ἀντίπαλοι τοῦ στρατηγοῦ τὸν κατηγοροῦν διὰ ἐξτρεμισμόν.	[818, 1583, 1333, 2307]
headline-japan: ΑΠΟ ΤΗΣ 20ης ΜΑ·Ι·ΟΥ, ΙΑΠΩΝΙΚΗ ΕΤΑΙΡΙΑ	[349, 1080, 690, 1099]
walker-sub-2: τῆς πολιτικῆς τῶν Η.Π.Α. εἰς τὴν Ἀσίαν	[924, 1661, 1227, 1679]
rusk-subhead-4: ΠΑΛΙΝ Η ΑΣΤΑΘΕΙΑ ΣΥΝΟΨΗ	[868, 1413, 1020, 1423]
dateline-walker: ΜΙΑΟΥΡΗΚ (Νεβάδα), 17. (Ἀσσ. Πρὲς). — Ὁ ὑπερδέξιος στρατηγὸς Ἔντουιν Οὐώκερ ...	[818, 1685, 1071, 1705]
headline-satellite: Ο ΑΓΓΛΙΚΟΣ ΔΟΡΥΦΟΡΟΣ	[1344, 499, 1547, 516]
headline-japan-mp: ΙΑΠΩΝ ΒΟΥΛΕΥΤΗΣ ΕΞΗΝΑΓΚΑΣΘΗ ΑΠΟ ΕΝΟΣ ΕΤΟΥΣ	[1344, 639, 1547, 666]
strip-2: ΤΟ ΑΜΕΡΙΚΑΝΙΚΟΝ ΤΟ ΑΜΕΡΙΚΑΝΙΚΟΝ	[325, 996, 534, 1007]
headline-elvis: Ο ΕΛΒΙΣ ΣΤΑΡ ΔΕΝ ΠΡΟΚΕΙΤΑΙ ΝΑ ΥΠΟΒΑΛΗ ΠΑΡΑΙΤΗΣΙΝ	[636, 216, 805, 244]
headline-sudan: Ο ΠΡΟΕΔΡΟΣ ΤΟΥ ΣΟΥΔΑΝ ΕΙΣ ΤΟ ΔΥΤ. ΒΕΡΟΛΙΝΟΝ	[636, 732, 805, 759]
geneva-subhead-1: ΟΜΙΛΙΑ ΤΟΥ ΟΥ ΘΑΝΤ	[887, 420, 1001, 431]
rusk-subhead-1: ΟΥΔΕΝ ΒΗΜΑ	[908, 1306, 980, 1316]
sub-japan-2: φορητὰς συσκευὰς τηλεοράσεως	[403, 1117, 635, 1134]
geneva-subhead-2: ΑΙ ΣΥΝΑΝΤΗΣΕΙΣ	[1162, 358, 1252, 369]
headline-foreign-briefs: ΜΙΚΡΑΙ ΕΞΩΤΕΡΙΚΑΙ ΕΙΔΗΣΕΙΣ	[1344, 821, 1547, 838]
side-head: ΚΙΝΕΖΙΚΗ ΑΝΗΣΥΧΙΑ	[274, 353, 386, 363]
headline-titanic: Η ΠΕΝΤΗΚΟΝΤΑΕΤΗΡΙΣ ΤΟΥ ΝΑΥΑΓΙΟΥ ΤΟΥ «ΤΙΤΑΝΙΚ»	[1344, 322, 1547, 350]
column-world: ΔΕΝ ΚΑΤΕΣΤΑΛΗ ΑΚΟΜΗ Η ΕΠΑΝΑΣΤΑΣΙΣ ΕΙΣ ΤΟ ΒΟΡΕΙΟΝ ΙΡΑΚ ΒΑΓΔΑΤΗ, 17. (Ρώυτερ). — Ἡ ἐπανάστασις τῶν Κούρδων εἰς τὸ Βόρειον Ἰρὰκ συνεχίζεται παρὰ τὰς ἐπιχειρήσεις τοῦ στρατοῦ. Κατὰ πληροφορίας, οἱ ἀντάρται ἐλέγχουν ἐκτεταμένας περιοχάς. ΕΒΔΟΜΑΣ ΤΟΥΛΙΠΗΣ ΑΠΟ ΤΟΥ ΣΑΒΒΑΤΟΥ ΕΙΣ ΚΩΝΣΤΑΝΤΙΝΟΥΠΟΛΙΝ ΚΩΝ)ΠΟΛΙΣ, 17. (Τοῦ ἀνταποκριτοῦ μας). — Τὴν προσεχῆ ἑβδομάδα θὰ διοργανωθῇ ἑβδομὰς τουλίπης μὲ ἐκθέσεις ἀνθέων. Τὰς ἐκδηλώσεις θὰ παρακολουθήσουν καὶ ξένοι ἐπισκέπται. Η ΒΟΗΘΕΙΑ ΤΩΝ Η.Π. ΠΡΟΣ ΤΗΝ Ν. ΚΟΡΕΑΝ 281 ΕΚ. ΔΟΛΛΑΡΙΑ ΟΥΑΣΙΓΚΤΩΝ, 17. (Ἡνωμ. Πρακτ.). — Ἡ ἀμερικανικὴ βοήθεια πρὸς τὴν Νότιον Κορέαν κατὰ τὸ τρέχον οἰκονομικὸν ἔτος ἀνέρχεται εἰς 281 ἑκατ. δολλάρια. Η ΠΕΝΤΗΚΟΝΤΑΕΤΗΡΙΣ ΤΟΥ ΝΑΥΑΓΙΟΥ ΤΟΥ «ΤΙΤΑΝΙΚ» ΝΕΑ ΥΟΡΚΗ, 17. (Ἀσσ. Πρὲς). — Συνεπληρώθησαν πενήντα ἔτη ἀπὸ τοῦ ναυαγίου τοῦ «Τιτανὶκ», τὸ ὁποῖον προσέκρουσεν εἰς παγόβουνον. Εἰς μνήμην τῶν θυμάτων ἐτελέσθη ἐπιμνημόσυνος δέησις. Η ΤΑΧΥΤΗΣ ΤΩΝ ΑΝΕΜΩΝ ΘΑ ΜΕΛΕΤΗΘΗ ΔΙΑ ΠΥΡΑΥΛΟΥ ΟΥΑΣΙΓΚΤΩΝ, 17. (Γαλ. Πρακτ.). — Ἀμερικανοὶ ἐπιστήμονες θὰ ἐκτοξεύσουν πύραυλον διὰ τὴν μελέτην τῆς ταχύτητος τῶν ἀνέμων εἰς μεγάλα ὕψη. Ο ΑΓΓΛΙΚΟΣ ΔΟΡΥΦΟΡΟΣ ΟΥΑΣΙΓΚΤΩΝ, 17. (Ἀσσ. Πρὲς). — Ὁ πρῶτος ἀγγλικὸς δορυφόρος θὰ ἐκτοξευθῇ ἐντὸς τῶν προσεχῶν ἡμερῶν ἀπὸ τὸ Ἀκρωτήριον Κανάβεραλ. ΣΥΝΕΛΑΒΟΝΤΟ ΡΩΣΣΟΙ ΚΑΙ ΑΦΡΙΚΑΝΟΙ ΣΠΟΥΔΑΣΤΑΙ ΕΝ ΜΟΣΧΑ ΝΑΪΡΟΜΠΙ, 17. (Ρώυτερ). — Ἡ σύζυγος ἑνὸς Κενυάτου φοιτητοῦ ἀνέφερεν ὅτι συνελήφθησαν Ῥῶσοι καὶ Ἀφρικανοὶ σπουδασταὶ ἐν Μόσχᾳ. ΙΑΠΩΝ ΒΟΥΛΕΥΤΗΣ ΕΞΗΝΑΓΚΑΣΘΗ ΑΠΟ ΕΝΟΣ ΕΤΟΥΣ ΤΟΚΙΟ, 17. (Ἀσσ. Πρὲς). — Ἰάπων βουλευτὴς ἐξηναγκάσθη νὰ ἀπόσχῃ ἀπὸ τὰς ἐργασίας τῆς Βουλῆς ἐπὶ ἓν ἔτος. ΕΒΟΜΒΑΡΔΙΣΑΝ ΤΟΥΣ ΠΑΠΟΥΣ ΠΑΡΙΣΙΟΙ, 17. (Ἀσσ. Πρὲς). — Ὁλλανδικὰ ἀεροσκάφη ἐβομβάρδισαν θέσεις τῶν Ἰνδονησίων εἰς τὴν Νέαν Γουϊνέαν. ΤΙΜΩΡΙΑ ΝΕΑΡΟΥ ΦΥΓΟΠΟΝΟΥ ΡΩΣΣΟΥ ΜΟΣΧΑ, 17. (Ἀσσ. Πρὲς). — Ἓν σοβιετικὸν δικαστήριον κατεδίκασε νεαρὸν φυγόπονον εἰς ἐξορίαν ἐπὶ πέντε ἔτη. ΜΙΚΡΑΙ ΕΞΩΤΕΡΙΚΑΙ ΕΙΔΗΣΕΙΣ ΠΕΚΙΝΟΝ. — Ἡ κινεζικὴ κυβέρνησις ἀνεκοίνωσε τὴν ἐπέκτασιν τῶν γεωργικῶν κοινοτήτων. ΒΡΑΝΔΕΜΒΟΥΡΓΟΝ. — Ἐξερράγη πυρκαϊὰ εἰς ἐργοστάσιον κατασκευῆς χημικῶν προϊόντων. ΑΝΟΙ. — Ἡ Βορειοβιετναμικὴ κυβέρνησις κατήγγειλεν τὴν ἐπέμβασιν ξένων δυνάμεων. ΛΟΝΔΙΝΟΝ. — Ἡ βρετανικὴ κυβέρνησις ἀνεκοίνωσε νέα μέτρα διὰ τὴν ἐνίσχυσιν τῆς οἰκονομίας. ΜΠΟΝ. — Ὁ καγκελλάριος Ἀντενάουερ θὰ μεταβῇ εἰς Ρώμην τὸν προσεχῆ μῆνα.	[1344, 58, 1547, 1005]
dateline-japan: ΤΟΚΙΟ, 17. (Ἀσσ. Πρὲς). — Ἡ ἰαπωνικὴ ἠλεκτρονικὴ ἑταιρία «Σόνυ» ἀνεκοίνωσεν ...	[234, 1156, 620, 1167]
headline-radiology: ΟΙ ΡΩΣΣΟΙ ΡΑΔΙΟΛΟΓΟΙ ΕΥΡΟΝ ΤΗΝ ΚΛΕΙΔΑ ΤΗΣ ΑΝΑΓΕΝΝΗΣΕΩΣ ΤΩΝ ΖΩΝΤΩΝ ΚΥΤΤΑΡΩΝ ΤΩΝ ΥΠΟΣΤΑΝΤΩΝ ΙΣΧΥΡΑΝ ΡΑΔΙΕΝΕΡΓΕΙΑΝ	[252, 622, 608, 670]
section-label: Ἐκοιμήθησαν:	[40, 720, 114, 730]
rusk-story: ΟΥΔΕΝ ΒΗΜΑ ΚΑΤΑ ΤΗΝ ΠΡΩΤΗΝ ΣΥΝΟΜΙΛΙΑΝ ΤΟΥ κ. ΡΑΣΚ ΜΕΤΑ ΤΟΥ ΡΩΣΣΟΥ ΠΡΕΣΒΕΥΤΟΥ ΕΠΙ ΤΟΥ ΠΡΟΒΛΗΜΑΤΟΣ ΤΟΥ ΒΕΡΟΛΙΝΟΥ Ἡ Γερμανία ἀντιτίθεται εἰς τὴν σύναψιν συνθήκης μεταξὺ τοῦ ΝΑΤΟ καὶ τοῦ συμφώνου Βαρσοβίας ΟΥΑΣΙΓΚΤΩΝ, 17. (Ρώυτερ). — Ὁ Ἀμερικανὸς ὑπουργὸς τῶν Ἐξωτερικῶν κ. Ντὴν Ράσκ καὶ ὁ κ. Ἀνατόλι Ντομπρύνιν ... Ἡ συνομιλία διήρκεσεν ἐπὶ δύο ὥρας καὶ ἐκ τῶν ἀνακοινωθέντων προκύπτει ὅτι δὲν ἐσημειώθη οὐδεμία πρόοδος. Ὁ κ. Ράσκ ἐξέθεσε τὰς ἀμερικανικὰς θέσεις ἐπὶ τοῦ ζητήματος τῆς ἐλευθέρας προσπελάσεως εἰς τὸ Βερολῖνον. ΟΥΔΕΝ ΒΗΜΑ Ὁ Σοβιετικὸς πρεσβευτὴς ἐπανέλαβε τὰς γνωστὰς σοβιετικὰς προτάσεις διὰ τὴν μετατροπὴν τοῦ Βερολίνου εἰς ἐλευθέραν πόλιν. ΤΙ ΘΕΛΕΙ Η ΓΕΡΜΑΝΙΑ ΒΟΝΝΗ, 17. (Ἀσσ. Πρὲς). — Ἡ δυτικογερμανικὴ κυβέρνησις ἀντιτίθεται εἰς τὴν σύναψιν συνθήκης μεταξὺ τοῦ ΝΑΤΟ καὶ τοῦ Συμφώνου Βαρσοβίας. ΠΑΛΙΝ Η ΑΣΤΑΘΕΙΑ ΣΥΝΟΨΗ Κατὰ τὴν ἄποψιν τῆς Βόννης, μία τοιαύτη συνθήκη θὰ ἐσήμαινε τὴν ἀναγνώρισιν τῆς διαιρέσεως τῆς Γερμανίας. Αἱ συνομιλίαι θὰ συνεχισθοῦν τὴν προσεχῆ ἑβδομάδα, ὅτε ὁ κ. Ντομπρύνιν θὰ ἐπισκεφθῇ ἐκ νέου τὸ Στέιτ Ντηπάρτμεντ. Οἱ Δυτικοὶ σύμμαχοι ἐνημερώθησαν λεπτομερῶς διὰ τὸ περιεχόμενον τῶν συνομιλιῶν. ΟΙ ΦΥΓΑΔΕΣ ΒΕΡΟΛΙΝΟΝ, 17. (Ἡνωμ. Πρακτ.). — Τρεῖς Ἀνατολικογερμανοὶ κατώρθωσαν νὰ διαφύγουν εἰς τὸ Δυτικὸν Βερολῖνον διὰ μέσου τοῦ τείχους. Οἱ φυγάδες παρεδόθησαν εἰς τὰς ἀρχὰς τοῦ Δυτικοῦ Βερολίνου καὶ ἐζήτησαν ἄσυλον. Ἡ ἀστυνομία τοῦ Δυτικοῦ Βερολίνου ἀνέφερεν ὅτι οἱ Ἀνατολικογερμανοὶ φρουροὶ ἔβαλον κατὰ τῶν φυγάδων. Ἀπὸ τῆς ἀνεγέρσεως τοῦ τείχους ἔχουν διαφύγει πολλαὶ χιλιάδες ἀτόμων.	[818, 1001, 1333, 1578]
section-label: Ἀπό τὴν «ΑΠΟΓΕΥΜΑΤΙΝΗ»:	[40, 541, 185, 551]
headline-sinatra: Ο ΦΡΑΝΚ ΣΙΝΑΤΡΑ ΕΙΣ ΠΕΡΙΟΔΕΙΑΝ	[636, 822, 805, 850]
headline-guatemala: Ο ΠΡΟΕΔΡΟΣ ΤΗΣ ΓΟΥΑΤΕΜΑΛΑΣ ΘΑ ΕΡΓΑΣΘΗ ΔΙΑ ΝΑ ΣΩΣΗ ΜΑΖΥ ΜΕ ΤΑ ΑΛΛΑ ΚΟΜΜΑΤΑ ΤΟ ΕΘΝΟΣ ΑΠΟ ΤΗΝ ΟΛΟΚΛΗΡΩΤΙΚΗΝ ΛΕΠΡΑΝ	[245, 473, 615, 523]
